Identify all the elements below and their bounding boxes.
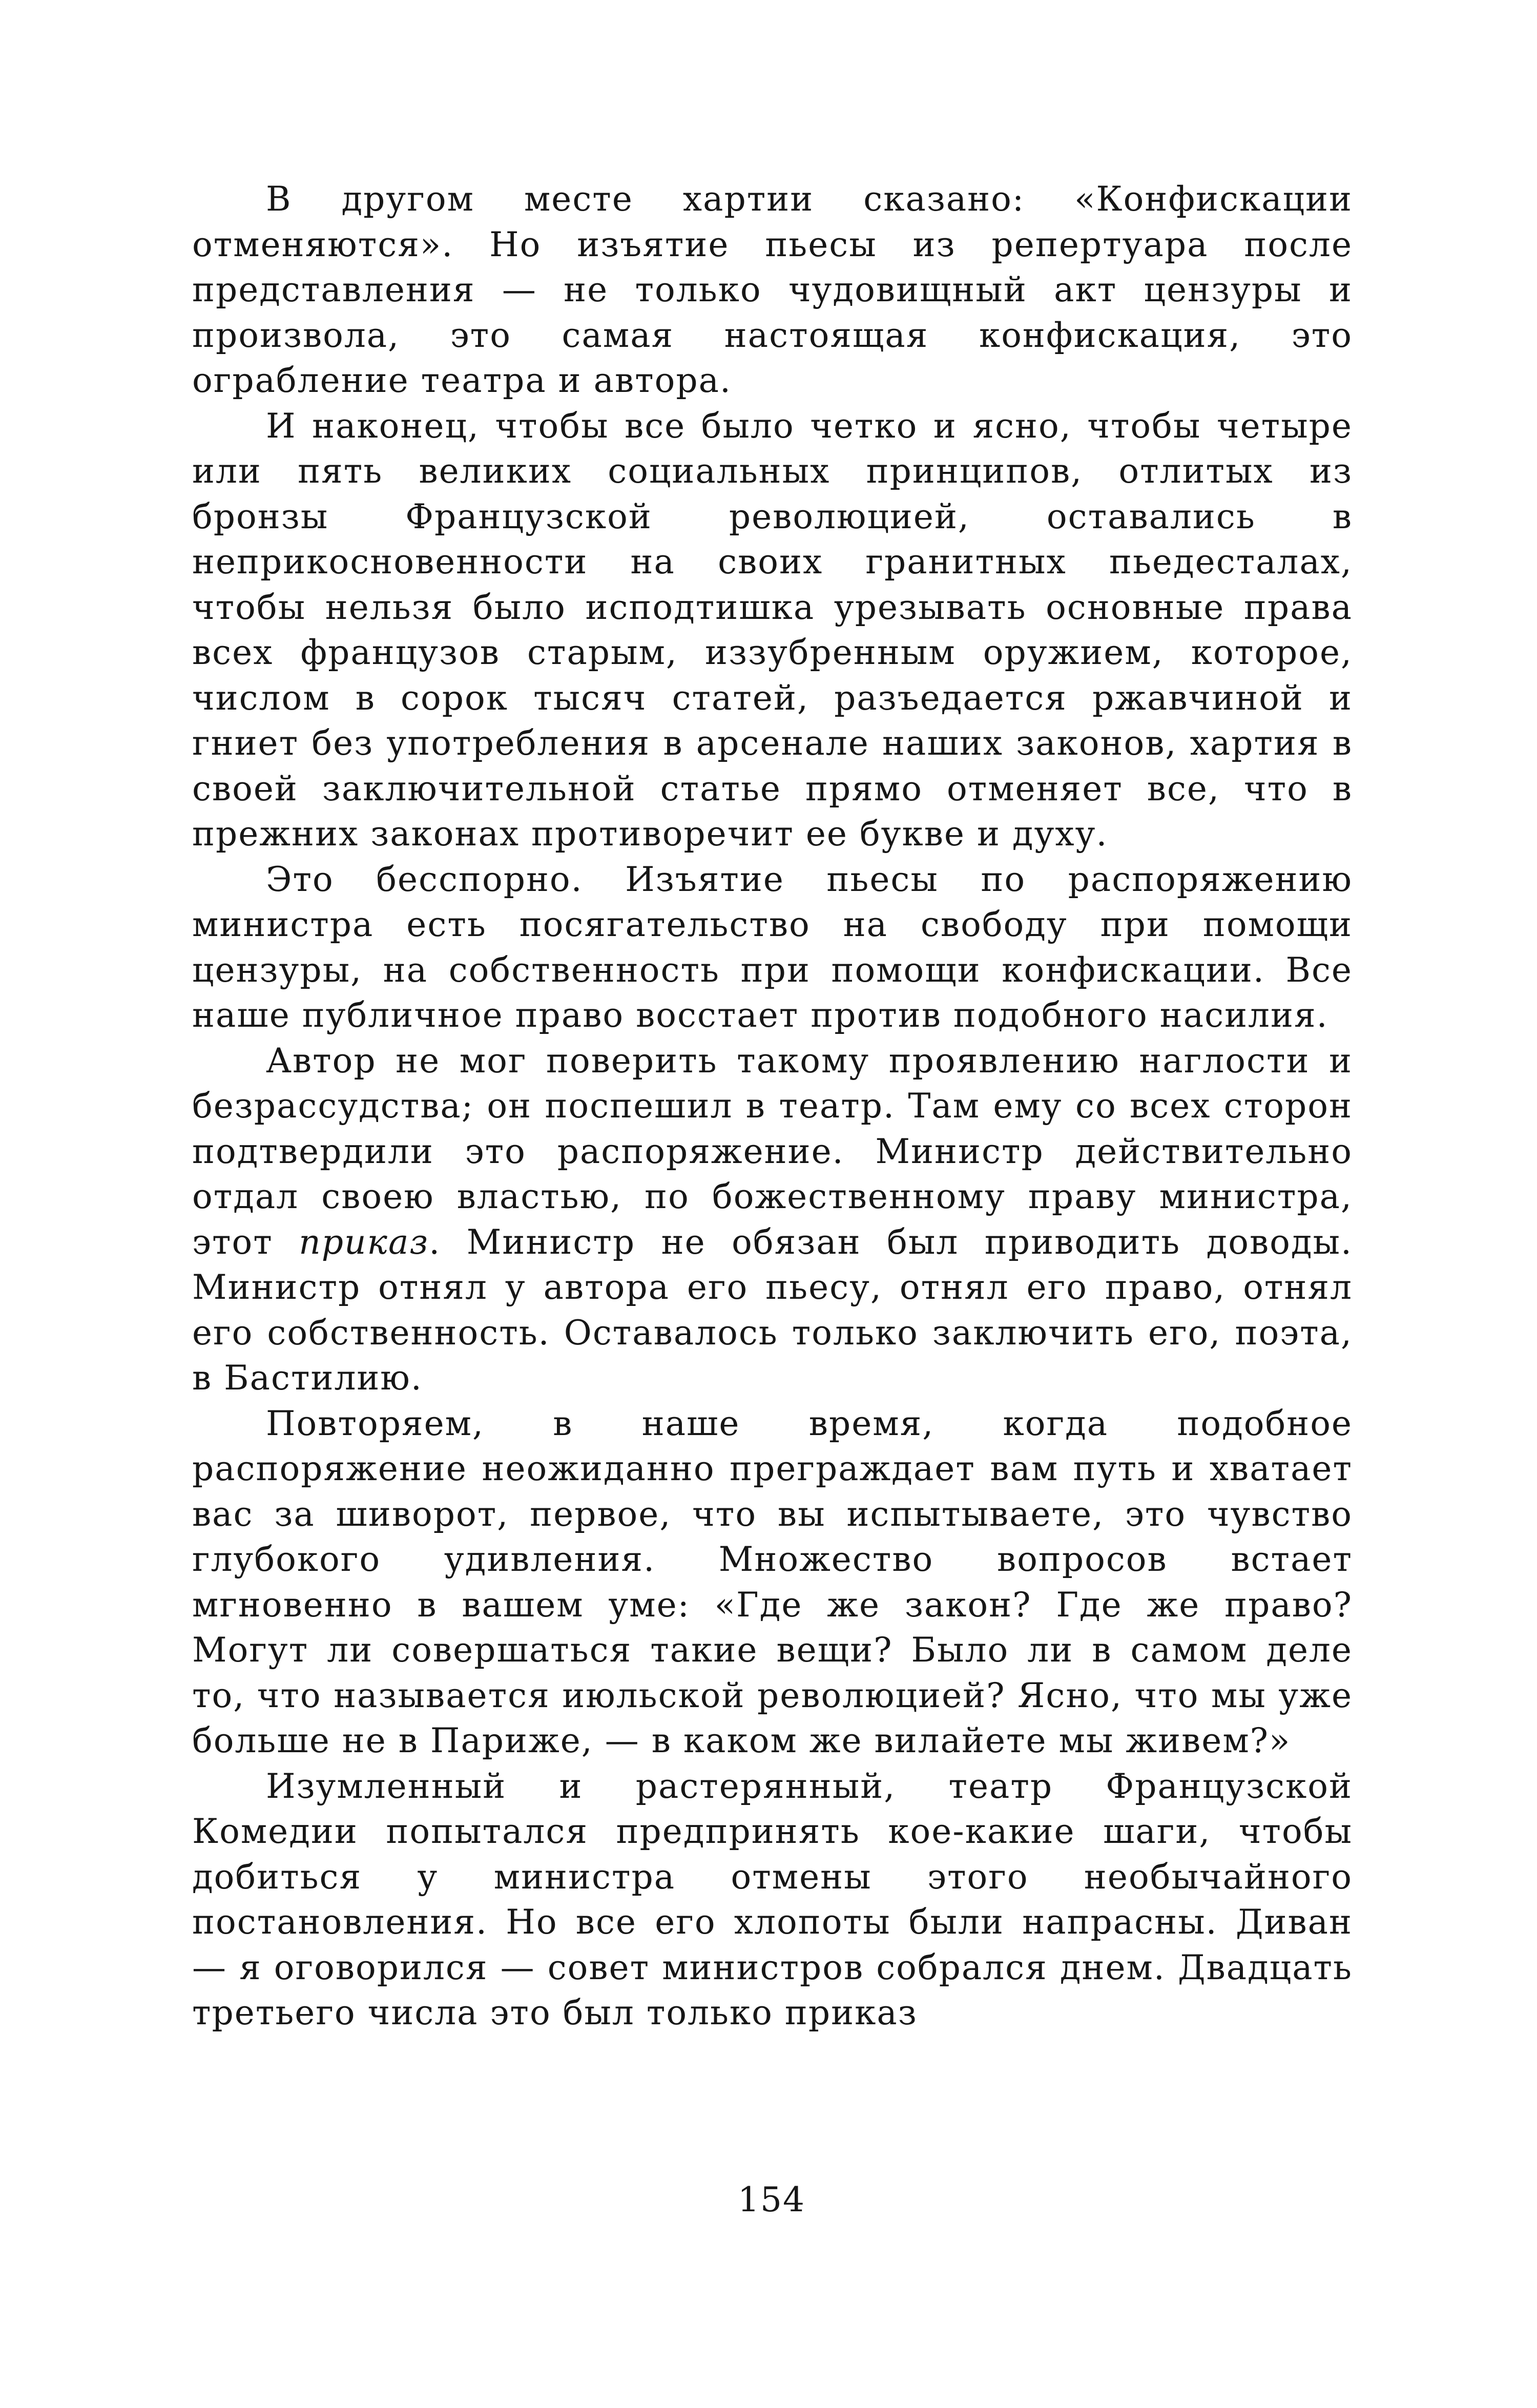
paragraph-2: И наконец, чтобы все было четко и ясно, чтобы четыре или пять великих социальных принципов, отлитых из бронзы Французской революцией, оставались в неприкосновенности на своих гранитных пьедесталах, чтобы нельзя было исподтишка урезывать основные права всех французов старым, иззубренным оружием, которое, числом в сорок тысяч статей, разъедается ржавчиной и гниет без употребления в арсенале наших законов, хартия в своей заключительной статье прямо отменяет все, что в прежних законах противоречит ее букве и духу.: [192, 406, 1353, 854]
paragraph-4-emphasis: приказ: [299, 1222, 429, 1262]
paragraph-3: Это бесспорно. Изъятие пьесы по распоряжению министра есть посягательство на свободу при помощи цензуры, на собственность при помощи конфискации. Все наше публичное право восстает против подобного насилия.: [192, 859, 1353, 1035]
paragraph-5: Повторяем, в наше время, когда подобное распоряжение неожиданно преграждает вам путь и хватает вас за шиворот, первое, что вы испытываете, это чувство глубокого удивления. Множество вопросов встает мгновенно в вашем уме: «Где же закон? Где же право? Могут ли совершаться такие вещи? Было ли в самом деле то, что называется июльской революцией? Ясно, что мы уже больше не в Париже, — в каком же вилайете мы живем?»: [192, 1403, 1353, 1760]
paragraph-4-after: . Министр не обязан был приводить доводы. Министр отнял у автора его пьесу, отнял его право, отнял его собственность. Оставалось только заключить его, поэта, в Бастилию.: [192, 1222, 1353, 1398]
paragraph-4: [192, 1039, 1353, 1401]
paragraph-1: В другом месте хартии сказано: «Конфискации отменяются». Но изъятие пьесы из репертуара после представления — не только чудовищный акт цензуры и произвола, это самая настоящая конфискация, это ограбление театра и автора.: [192, 179, 1353, 400]
body-text: [192, 177, 1353, 2036]
paragraph-4-before: Автор не мог поверить такому проявлению наглости и безрассудства; он поспешил в театр. Там ему со всех сторон подтвердили это распоряжение. Министр действительно отдал своею властью, по божественному праву министра, этот: [192, 1041, 1353, 1262]
page-number: 154: [738, 2180, 805, 2219]
paragraph-6: Изумленный и растерянный, театр Французской Комедии попытался предпринять кое-какие шаги, чтобы добиться у министра отмены этого необычайного постановления. Но все его хлопоты были напрасны. Диван — я оговорился — совет министров собрался днем. Двадцать третьего числа это был только приказ: [192, 1766, 1353, 2032]
